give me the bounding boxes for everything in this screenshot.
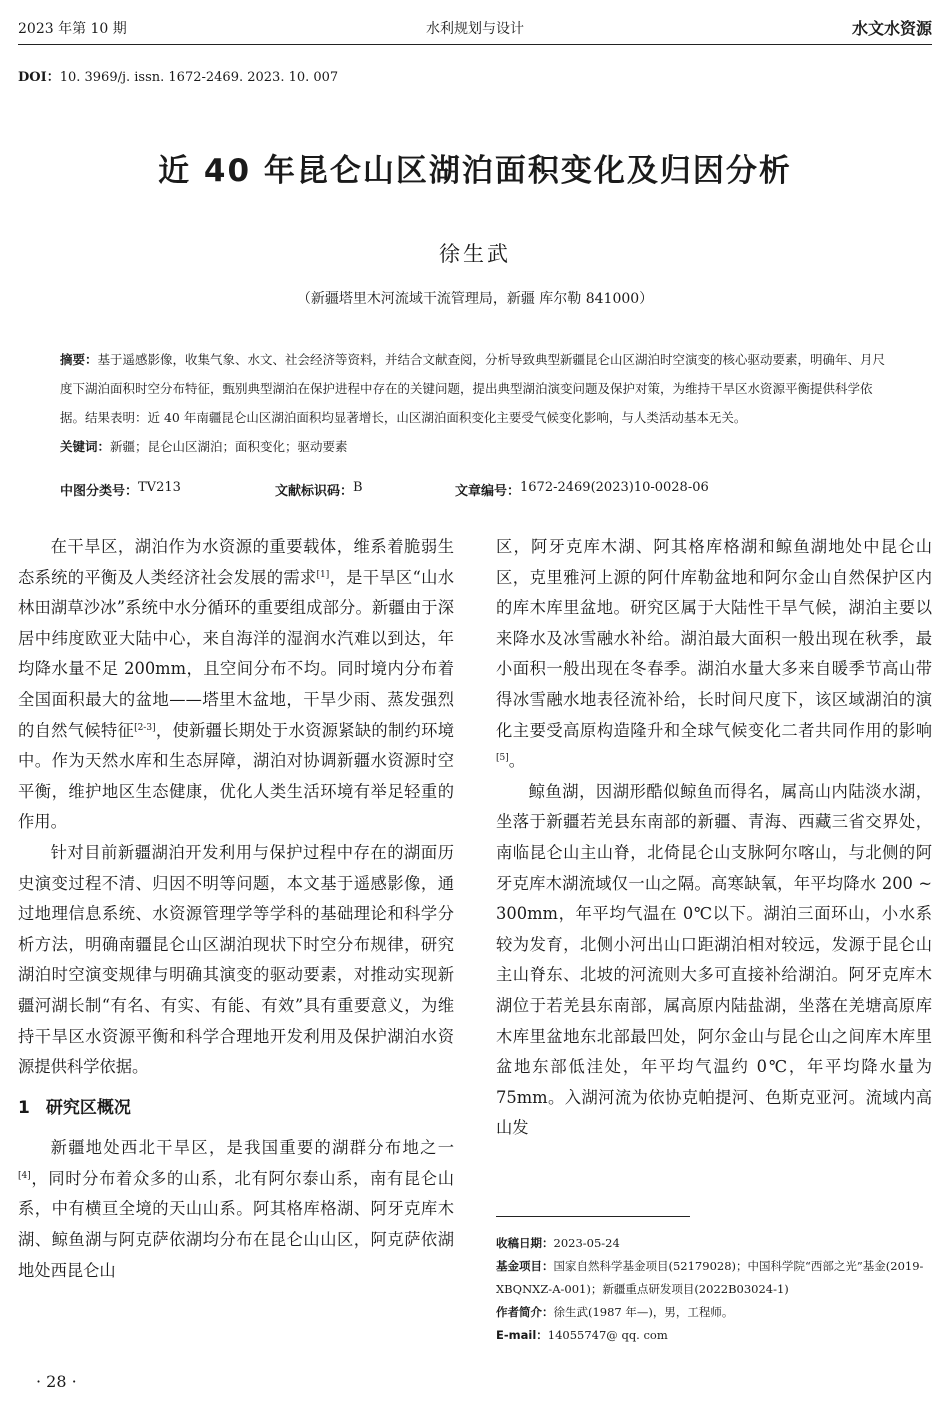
paper-title: 近 40 年昆仑山区湖泊面积变化及归因分析 (158, 153, 792, 189)
section-name: 水文水资源 (851, 19, 932, 38)
paragraph-study-area: 新疆地处西北干旱区，是我国重要的湖群分布地之一[4]，同时分布着众多的山系，北有阿尔泰山系，南有昆仑山系，中有横亘全境的天山山系。阿其格库格湖、阿牙克库木湖、鲸鱼湖与阿克萨依湖均分布在昆仑山山区，阿克萨依湖地处西昆仑山 (18, 1138, 454, 1280)
abstract-text: 基于遥感影像，收集气象、水文、社会经济等资料，并结合文献查阅，分析导致典型新疆昆仑山区湖泊时空演变的核心驱动要素，明确年、月尺度下湖泊面积时空分布特征，甄别典型湖泊在保护进程中存在的关键问题，提出典型湖泊演变问题及保护对策，为维持干旱区水资源平衡提供科学依据。结果表明：近 40 年南疆昆仑山区湖泊面积均显著增长，山区湖泊面积变化主要受气候变化影响，与人类活动基本无关。 (60, 352, 886, 425)
keywords-label: 关键词： (60, 439, 111, 454)
keywords (60, 432, 890, 461)
paragraph-lakes: 鲸鱼湖，因湖形酷似鲸鱼而得名，属高山内陆淡水湖，坐落于新疆若羌县东南部的新疆、青海、西藏三省交界处，南临昆仑山主山脊，北倚昆仑山支脉阿尔喀山，与北侧的阿牙克库木湖流域仅一山之隔。高寒缺氧，年平均降水 200 ~ 300mm，年平均气温在 0℃以下。湖泊三面环山，小水系较为发育，北侧小河出山口距湖泊相对较远，发源于昆仑山主山脊东、北坡的河流则大多可直接补给湖泊。阿牙克库木湖位于若羌县东南部，属高原内陆盐湖，坐落在羌塘高原库木库里盆地东北部最凹处，阿尔金山与昆仑山之间库木库里盆地东部低洼处，年平均气温约 0℃，年平均降水量为 75mm。入湖河流为依协克帕提河、色斯克亚河。流域内高山发 (496, 781, 932, 1138)
journal-name: 水利规划与设计 (426, 21, 524, 37)
section-heading: 1 研究区概况 (18, 1097, 131, 1118)
body-column-left (18, 532, 454, 1286)
doi-label: DOI (18, 70, 47, 85)
footnote-rule (496, 1216, 690, 1217)
running-header (18, 14, 932, 38)
citation[interactable]: [1] (316, 569, 330, 580)
document-code: 文献标识码： B (275, 480, 363, 499)
clc-code: 中图分类号： TV213 (60, 480, 181, 499)
author-bio: 作者简介：徐生武(1987 年—)，男，工程师。 (496, 1305, 734, 1319)
body-column-right (496, 532, 932, 1144)
abstract-block (60, 345, 890, 461)
citation[interactable]: [2-3] (134, 722, 156, 733)
fund-info: 基金项目：国家自然科学基金项目(52179028)；中国科学院“西部之光”基金(2019-XBQNXZ-A-001)；新疆重点研发项目(2022B03024-1) (496, 1259, 924, 1296)
keywords-text: 新疆；昆仑山区湖泊；面积变化；驱动要素 (110, 439, 348, 454)
doi-value: 10. 3969/j. issn. 1672-2469. 2023. 10. 007 (59, 70, 339, 85)
citation[interactable]: [4] (18, 1170, 31, 1181)
received-date: 收稿日期：2023-05-24 (496, 1236, 620, 1250)
paragraph-intro: 在干旱区，湖泊作为水资源的重要载体，维系着脆弱生态系统的平衡及人类经济社会发展的需求[1]，是干旱区“山水林田湖草沙冰”系统中水分循环的重要组成部分。新疆由于深居中纬度欧亚大陆中心，来自海洋的湿润水汽难以到达，年均降水量不足 200mm，且空间分布不均。同时境内分布着全国面积最大的盆地——塔里木盆地，干旱少雨、蒸发强烈的自然气候特征[2-3]，使新疆长期处于水资源紧缺的制约环境中。作为天然水库和生态屏障，湖泊对协调新疆水资源时空平衡，维护地区生态健康，优化人类生活环境有举足轻重的作用。 (18, 537, 454, 832)
issue-label: 2023 年第 10 期 (18, 21, 127, 37)
abstract (60, 345, 890, 432)
paragraph-study-area-cont: 区，阿牙克库木湖、阿其格库格湖和鲸鱼湖地处中昆仑山区，克里雅河上源的阿什库勒盆地和阿尔金山自然保护区内的库木库里盆地。研究区属于大陆性干旱气候，湖泊主要以来降水及冰雪融水补给。湖泊最大面积一般出现在秋季，最小面积一般出现在冬春季。湖泊水量大多来自暖季节高山带得冰雪融水地表径流补给，长时间尺度下，该区域湖泊的演化主要受高原构造隆升和全球气候变化二者共同作用的影响[5]。 (496, 537, 932, 771)
author-name: 徐生武 (439, 242, 511, 266)
doi-line: DOI：10. 3969/j. issn. 1672-2469. 2023. 10. 007 (18, 70, 339, 85)
author-email: E-mail：14055747@ qq. com (496, 1328, 668, 1342)
article-number: 文章编号： 1672-2469(2023)10-0028-06 (455, 480, 709, 499)
author-affiliation: （新疆塔里木河流域干流管理局，新疆 库尔勒 841000） (296, 291, 654, 307)
page-number: · 28 · (36, 1372, 77, 1391)
abstract-label: 摘要： (60, 352, 98, 367)
paragraph-purpose: 针对目前新疆湖泊开发利用与保护过程中存在的湖面历史演变过程不清、归因不明等问题，本文基于遥感影像，通过地理信息系统、水资源管理学等学科的基础理论和科学分析方法，明确南疆昆仑山区湖泊现状下时空分布规律，研究湖泊时空演变规律与明确其演变的驱动要素，对推动实现新疆河湖长制“有名、有实、有能、有效”具有重要意义，为维持干旱区水资源平衡和科学合理地开发利用及保护湖泊水资源提供科学依据。 (18, 842, 454, 1077)
citation[interactable]: [5] (496, 753, 509, 764)
header-rule (18, 44, 932, 45)
footnote-block (496, 1232, 936, 1347)
